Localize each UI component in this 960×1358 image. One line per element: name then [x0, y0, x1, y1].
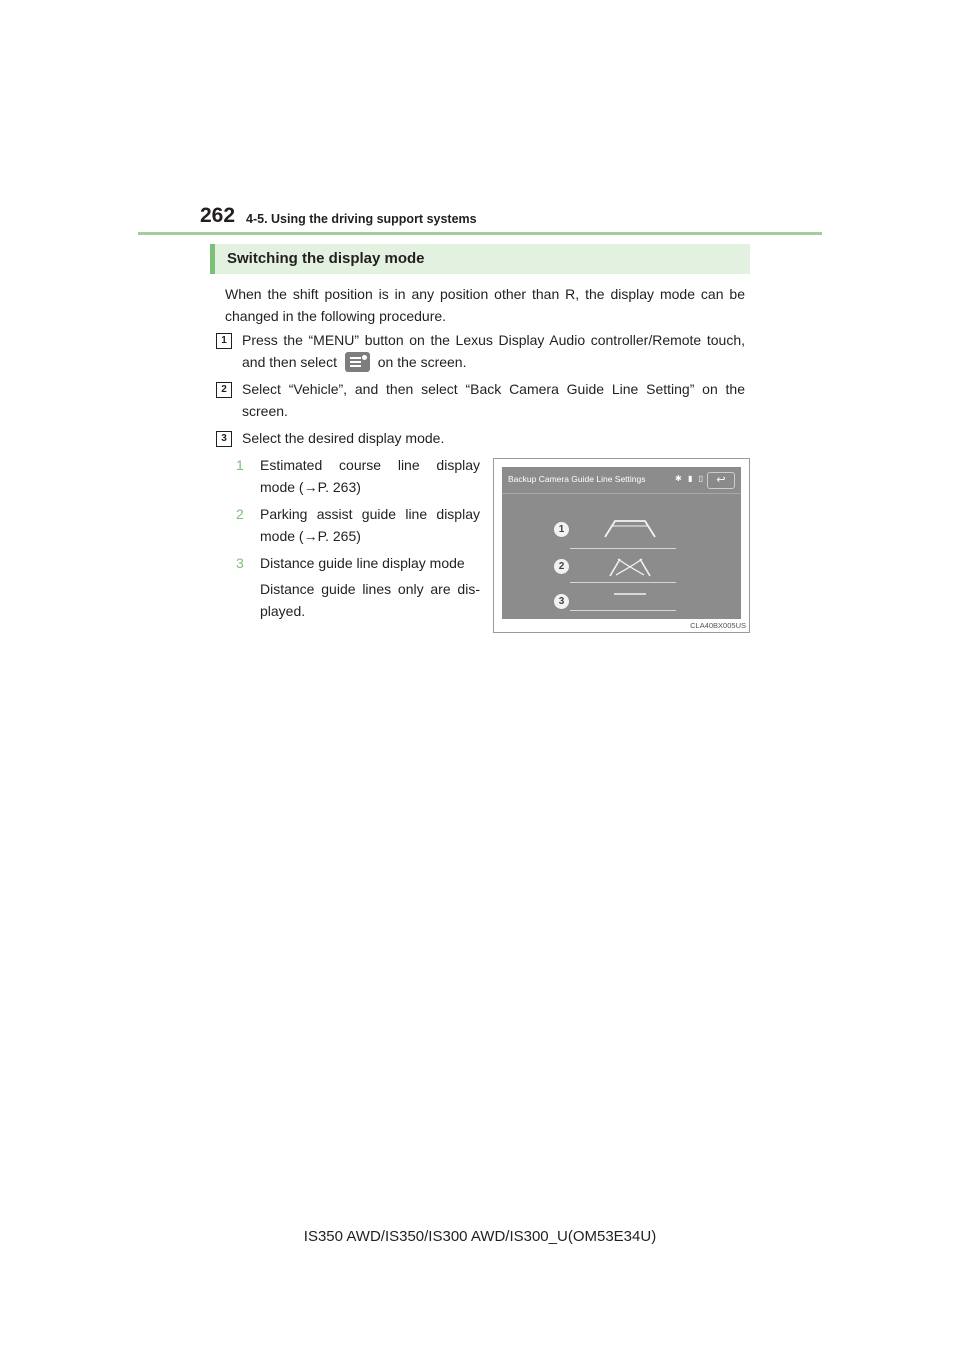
option-text: Parking assist guide line display mode (→P. 265) — [260, 506, 480, 544]
parking-assist-guide-line-option[interactable] — [580, 553, 680, 581]
option-badge-2: 2 — [554, 559, 569, 574]
option-note: Distance guide lines only are dis-played. — [260, 581, 480, 619]
option-text: Distance guide line display mode — [260, 555, 465, 571]
screen-title: Backup Camera Guide Line Settings — [508, 474, 646, 484]
intro-paragraph: When the shift position is in any position other than R, the display mode can be changed in the following procedure. — [225, 286, 745, 324]
option-number: 1 — [236, 457, 244, 473]
status-icons: ✱ ▮ ▯ — [675, 474, 705, 483]
back-button[interactable]: ↩ — [707, 472, 735, 489]
settings-screen-figure — [493, 458, 750, 633]
step-text: Press the “MENU” button on the Lexus Display Audio controller/Remote touch, and then select on the screen. — [242, 332, 745, 370]
option-number: 2 — [236, 506, 244, 522]
section-heading-text: Switching the display mode — [227, 250, 425, 267]
distance-guide-line-option[interactable] — [580, 587, 680, 607]
step-text: Select the desired display mode. — [242, 430, 445, 446]
option-text: Estimated course line display mode (→P. 263) — [260, 457, 480, 495]
option-row-line — [570, 610, 676, 611]
option-number: 3 — [236, 555, 244, 571]
option-badge-3: 3 — [554, 594, 569, 609]
estimated-course-line-option[interactable] — [580, 513, 680, 543]
settings-list-icon — [345, 352, 370, 372]
step-number: 2 — [216, 382, 232, 398]
section-title: 4-5. Using the driving support systems — [246, 212, 477, 226]
screen-divider — [502, 493, 741, 494]
header-rule — [138, 232, 822, 235]
step-number: 1 — [216, 333, 232, 349]
footer-model-code: IS350 AWD/IS350/IS300 AWD/IS300_U(OM53E34U) — [303, 1228, 657, 1245]
display-screen — [502, 467, 741, 619]
option-row-line — [570, 548, 676, 549]
page-number: 262 — [200, 204, 236, 227]
step-text: Select “Vehicle”, and then select “Back Camera Guide Line Setting” on the screen. — [242, 381, 745, 419]
option-badge-1: 1 — [554, 522, 569, 537]
figure-caption: CLA40BX005US — [690, 621, 746, 630]
option-row-line — [570, 582, 676, 583]
step-number: 3 — [216, 431, 232, 447]
section-heading — [210, 244, 750, 274]
